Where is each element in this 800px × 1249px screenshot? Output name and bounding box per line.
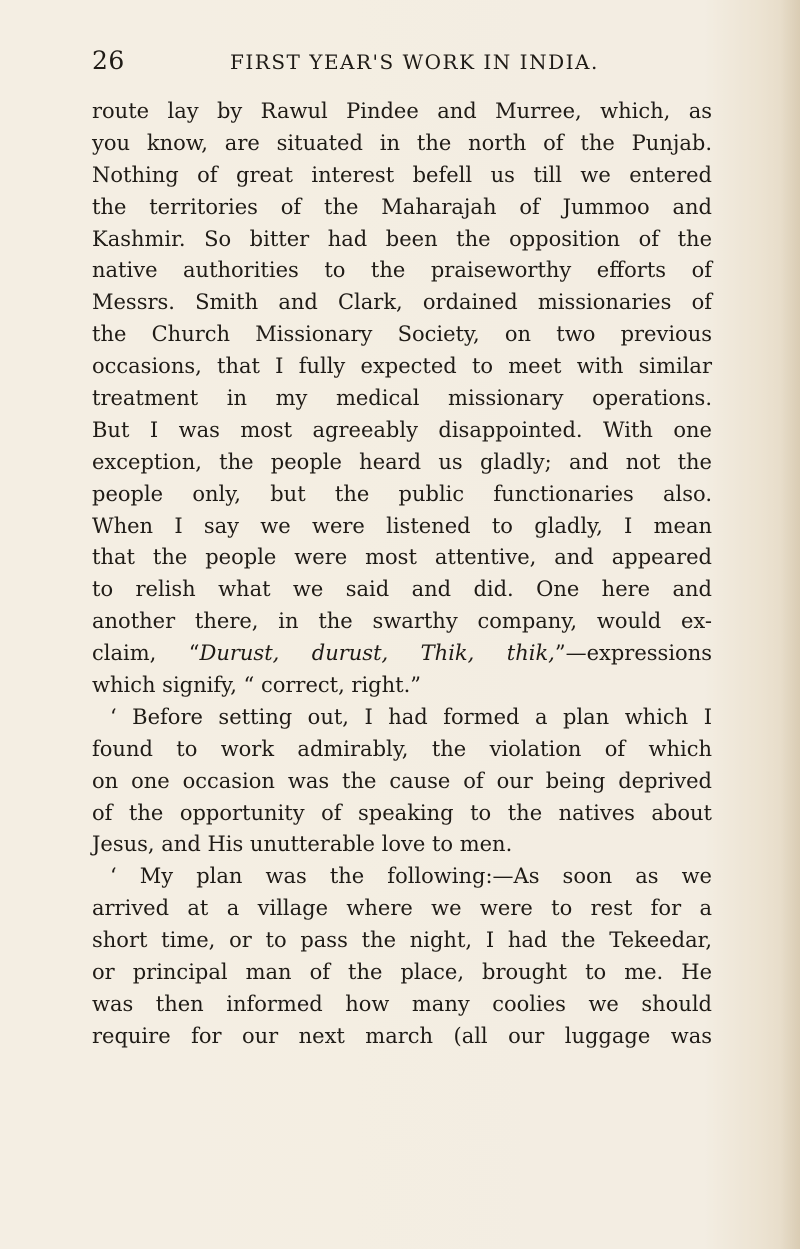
text-line: or principal man of the place, brought to me. He [92, 960, 712, 985]
running-head: FIRST YEAR'S WORK IN INDIA. [230, 50, 599, 74]
paragraph-start-line: ‘ Before setting out, I had formed a plan which I [110, 704, 712, 729]
text-line: Kashmir. So bitter had been the opposition of the [92, 226, 712, 251]
text-line: But I was most agreeably disappointed. With one [92, 417, 712, 442]
text-line: you know, are situated in the north of the Punjab. [92, 130, 712, 155]
text-line: which signify, “ correct, right.” [92, 673, 421, 698]
text-line: was then informed how many coolies we should [92, 991, 712, 1016]
text-line: Messrs. Smith and Clark, ordained missionaries of [92, 290, 712, 315]
text-line: Nothing of great interest befell us till we entered [92, 162, 712, 187]
text-line: Jesus, and His unutterable love to men. [92, 832, 513, 857]
text-line: another there, in the swarthy company, would ex- [92, 609, 712, 634]
text-line: When I say we were listened to gladly, I mean [92, 513, 712, 538]
text-line: exception, the people heard us gladly; and not the [92, 449, 712, 474]
text-line: treatment in my medical missionary operations. [92, 386, 712, 411]
text-line: of the opportunity of speaking to the natives about [92, 800, 712, 825]
text-line: that the people were most attentive, and appeared [92, 545, 712, 570]
text-line: to relish what we said and did. One here and [92, 577, 712, 602]
paragraph-start-line: ‘ My plan was the following:—As soon as we [110, 864, 712, 889]
body-text [92, 96, 712, 1053]
page-edge-shadow [780, 0, 800, 1249]
text-line: route lay by Rawul Pindee and Murree, which, as [92, 99, 712, 123]
text-line: short time, or to pass the night, I had the Tekeedar, [92, 928, 712, 953]
text-line: arrived at a village where we were to rest for a [92, 896, 712, 921]
text-line-with-italics [92, 638, 712, 670]
page-header [0, 46, 800, 78]
text-line: on one occasion was the cause of our being deprived [92, 768, 712, 793]
line-prefix: claim, “ [92, 641, 200, 666]
text-line: the Church Missionary Society, on two previous [92, 322, 712, 347]
line-suffix: ”—expressions [554, 641, 712, 666]
text-line: found to work admirably, the violation of which [92, 736, 712, 761]
italic-phrase: Durust, durust, Thik, thik, [199, 641, 555, 666]
text-line: native authorities to the praiseworthy efforts of [92, 258, 712, 283]
text-line: the territories of the Maharajah of Jummoo and [92, 194, 712, 219]
text-line: people only, but the public functionaries also. [92, 481, 712, 506]
text-line: occasions, that I fully expected to meet with similar [92, 354, 712, 379]
text-line: require for our next march (all our luggage was [92, 1023, 712, 1048]
page-number: 26 [92, 46, 125, 75]
